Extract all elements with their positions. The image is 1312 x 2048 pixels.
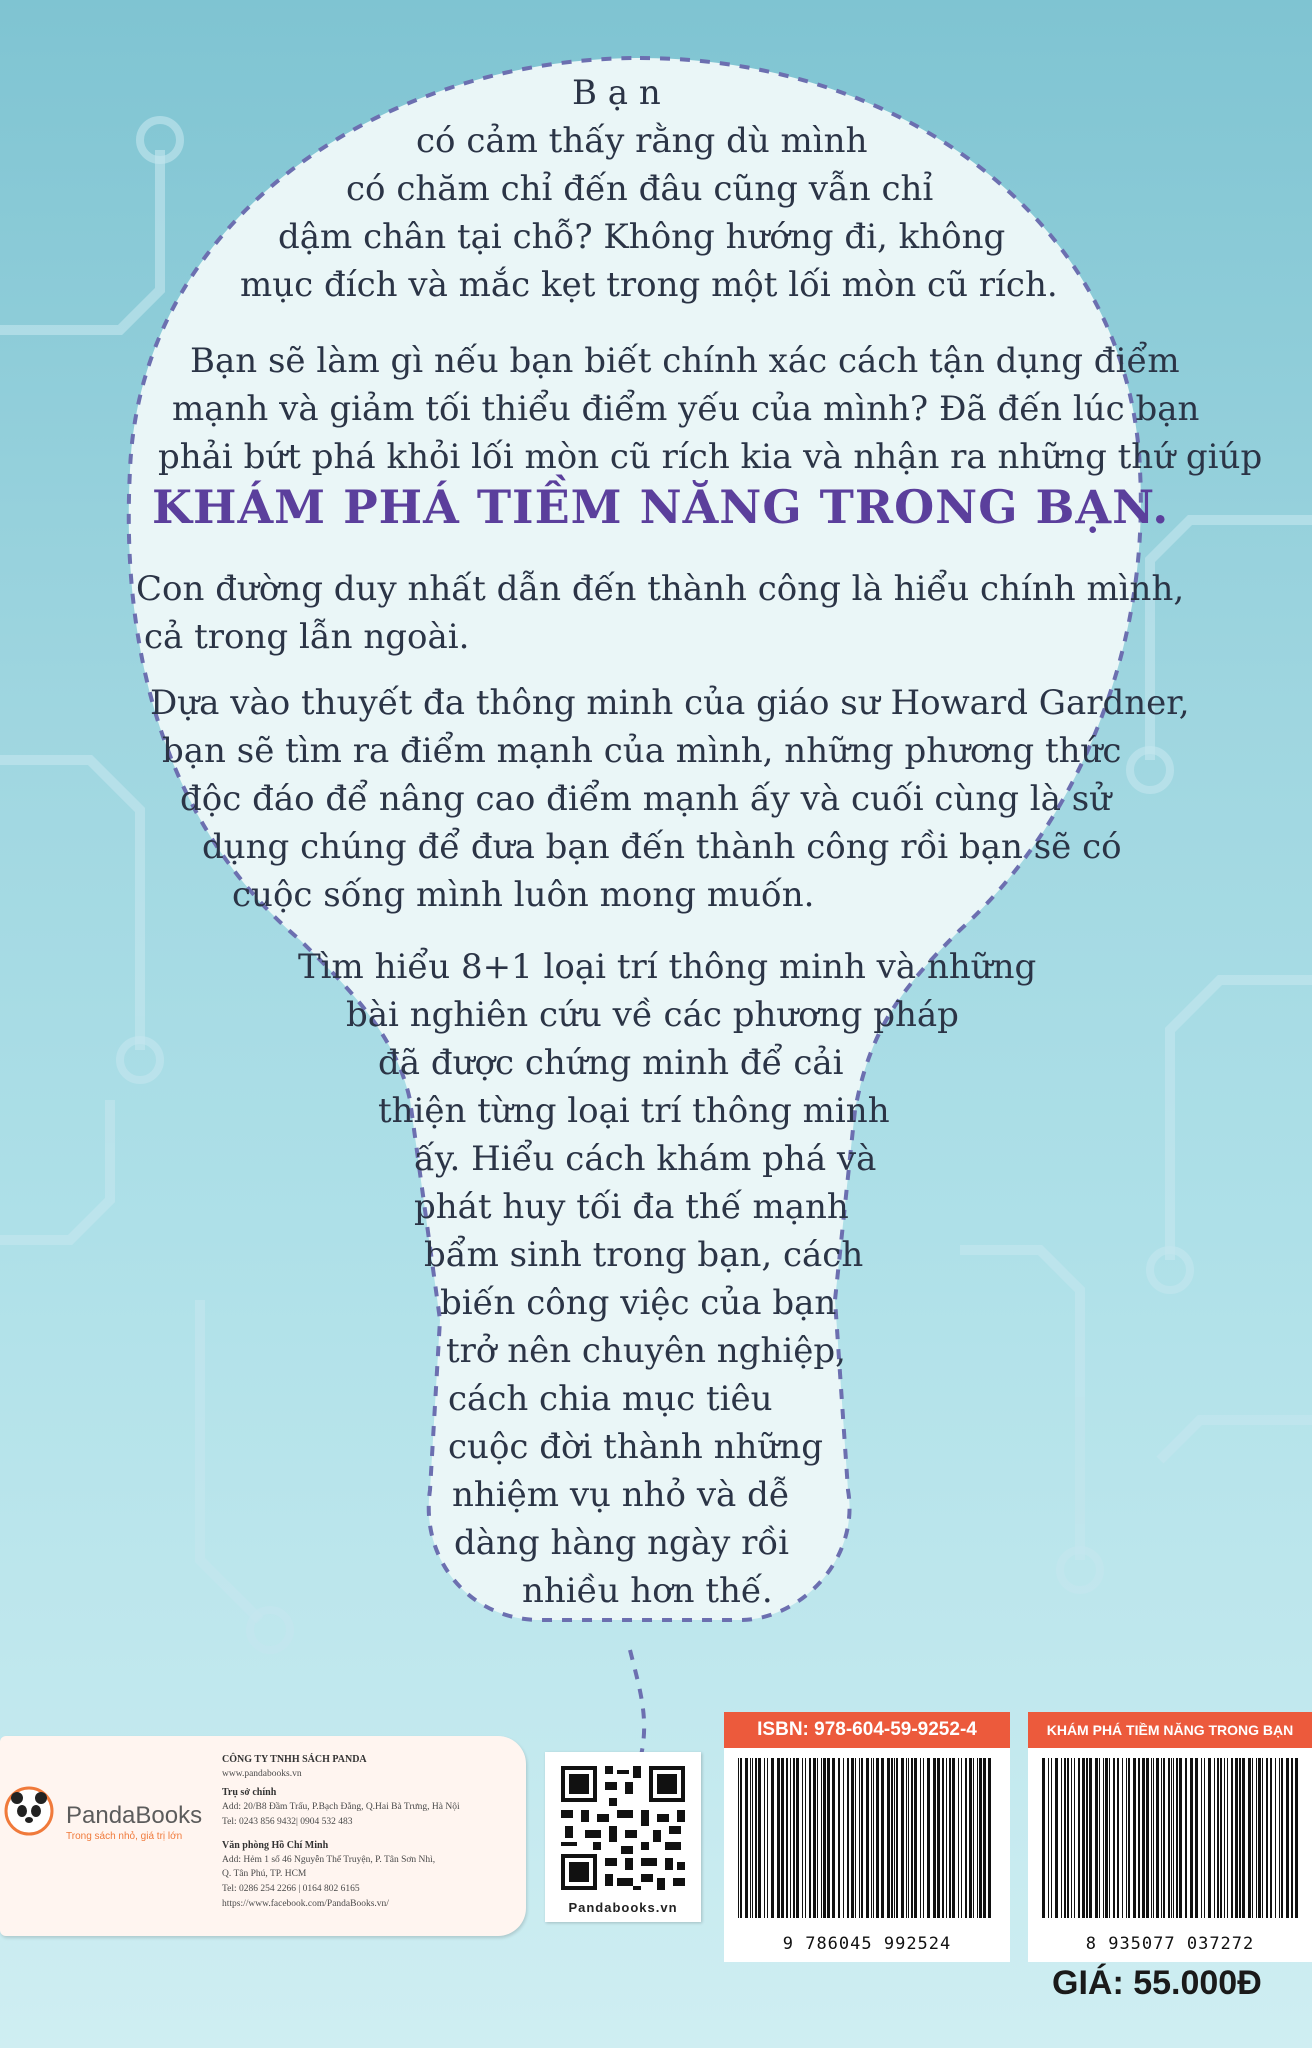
barcode-bar	[914, 1758, 917, 1918]
barcode-bar	[817, 1758, 818, 1918]
blurb-p5-line8: biến công việc của bạn	[440, 1283, 837, 1323]
barcode-bar	[1074, 1758, 1075, 1918]
hcm-address-1: Add: Hẻm 1 số 46 Nguyễn Thế Truyện, P. Tân Sơn Nhì,	[222, 1855, 436, 1865]
blurb-p1-line5: mục đích và mắc kẹt trong một lối mòn cũ rích.	[240, 265, 1058, 305]
barcode-bar	[847, 1758, 849, 1918]
barcode-bar	[871, 1758, 872, 1918]
barcode-bar	[1214, 1758, 1215, 1918]
blurb-p3-line1: Con đường duy nhất dẫn đến thành công là hiểu chính mình,	[136, 569, 1185, 609]
barcode-bar	[745, 1758, 748, 1918]
blurb-p5-line9: trở nên chuyên nghiệp,	[446, 1331, 846, 1371]
barcode-bar	[1256, 1758, 1257, 1918]
barcode-bar	[1048, 1758, 1049, 1918]
blurb-p3-line2: cả trong lẫn ngoài.	[144, 617, 470, 657]
barcode-bar	[923, 1758, 924, 1918]
hcm-address-2: Q. Tân Phú, TP. HCM	[222, 1869, 307, 1879]
barcode-bar	[1113, 1758, 1115, 1918]
barcode-bar	[1291, 1758, 1293, 1918]
barcode-bar	[1067, 1758, 1069, 1918]
barcode-bar	[876, 1758, 879, 1918]
blurb-p5-line10: cách chia mục tiêu	[448, 1379, 773, 1419]
barcode-bar	[764, 1758, 765, 1918]
barcode-bar	[1078, 1758, 1080, 1918]
barcode-bar	[1089, 1758, 1092, 1918]
barcode-bar	[1082, 1758, 1085, 1918]
blurb-p4-line4: dụng chúng để đưa bạn đến thành công rồi bạn sẽ có	[202, 827, 1122, 867]
blurb-p2-line1: Bạn sẽ làm gì nếu bạn biết chính xác cách tận dụng điểm	[190, 341, 1180, 381]
blurb-p1-line3: có chăm chỉ đến đâu cũng vẫn chỉ	[346, 169, 934, 209]
barcode-bar	[851, 1758, 854, 1918]
blurb-p5-line7: bẩm sinh trong bạn, cách	[424, 1235, 864, 1275]
blurb-p5-line13: dàng hàng ngày rồi	[454, 1523, 790, 1563]
barcode-bar	[805, 1758, 806, 1918]
barcode-bar	[1295, 1758, 1298, 1918]
blurb-p5-line6: phát huy tối đa thế mạnh	[414, 1187, 849, 1227]
blurb-p4-line5: cuộc sống mình luôn mong muốn.	[232, 875, 815, 915]
barcode-bar	[1146, 1758, 1149, 1918]
barcode-bar	[827, 1758, 830, 1918]
barcode-bar	[1239, 1758, 1241, 1918]
bulb-neck	[630, 1650, 644, 1760]
qr-label: Pandabooks.vn	[568, 1900, 678, 1915]
barcode-bar	[911, 1758, 913, 1918]
panda-logo-icon	[4, 1786, 54, 1836]
blurb-p2-line3: phải bứt phá khỏi lối mòn cũ rích kia và nhận ra những thứ giúp	[158, 437, 1263, 477]
barcode-bar	[979, 1758, 982, 1918]
barcode-bar	[1201, 1758, 1202, 1918]
barcode-bar	[983, 1758, 986, 1918]
blurb-p2-line2: mạnh và giảm tối thiểu điểm yếu của mình? Đã đến lúc bạn	[172, 389, 1200, 429]
hcm-title: Văn phòng Hồ Chí Minh	[222, 1840, 329, 1851]
barcode-bar	[771, 1758, 774, 1918]
blurb-p4-line1: Dựa vào thuyết đa thông minh của giáo sư Howard Gardner,	[150, 683, 1190, 723]
barcode-bar	[1190, 1758, 1193, 1918]
barcode-bar	[1204, 1758, 1205, 1918]
barcode-bar	[738, 1758, 739, 1918]
hq-address: Add: 20/B8 Đầm Trấu, P.Bạch Đằng, Q.Hai Bà Trưng, Hà Nội	[222, 1802, 460, 1812]
brand-tagline: Trong sách nhỏ, giá trị lớn	[66, 1831, 183, 1842]
blurb-p5-line4: thiện từng loại trí thông minh	[378, 1091, 890, 1131]
barcode-bar	[887, 1758, 890, 1918]
barcode-bar	[1208, 1758, 1211, 1918]
barcode-bar	[1217, 1758, 1219, 1918]
barcode-bar	[838, 1758, 840, 1918]
barcode-bar	[1235, 1758, 1238, 1918]
barcode-bar	[750, 1758, 751, 1918]
barcode-bar	[752, 1758, 753, 1918]
barcode-bar	[1095, 1758, 1098, 1918]
barcode-bar	[1231, 1758, 1233, 1918]
barcode-bar	[809, 1758, 811, 1918]
barcode-bar	[1042, 1758, 1045, 1918]
hq-tel: Tel: 0243 856 9432| 0904 532 483	[222, 1817, 353, 1827]
barcode-bar	[908, 1758, 909, 1918]
book-barcode-header: KHÁM PHÁ TIỀM NĂNG TRONG BẠN	[1028, 1712, 1312, 1748]
blurb-p5-line1: Tìm hiểu 8+1 loại trí thông minh và những	[298, 947, 1037, 987]
facebook-link[interactable]: https://www.facebook.com/PandaBooks.vn/	[222, 1899, 389, 1909]
headline-title: KHÁM PHÁ TIỀM NĂNG TRONG BẠN.	[152, 480, 1170, 534]
barcode-bar	[758, 1758, 761, 1918]
blurb-p1-line1: B ạ n	[572, 73, 661, 113]
barcode-bar	[1171, 1758, 1172, 1918]
barcode-bar	[786, 1758, 788, 1918]
barcode-bar	[790, 1758, 791, 1918]
barcode-bar	[1156, 1758, 1159, 1918]
book-barcode	[1028, 1712, 1312, 1962]
barcode-bar	[906, 1758, 907, 1918]
barcode-bar	[1185, 1758, 1187, 1918]
isbn-digits: 9 786045 992524	[782, 1934, 952, 1954]
barcode-bar	[1122, 1758, 1123, 1918]
barcode-bar	[796, 1758, 799, 1918]
barcode-bar	[1242, 1758, 1245, 1918]
barcode-bar	[1055, 1758, 1058, 1918]
qr-code-icon	[557, 1762, 689, 1894]
barcode-bar	[958, 1758, 959, 1918]
barcode-bar	[1163, 1758, 1165, 1918]
brand-name: PandaBooks	[66, 1802, 203, 1829]
barcode-bar	[891, 1758, 893, 1918]
barcode-bar	[777, 1758, 780, 1918]
barcode-bar	[767, 1758, 768, 1918]
barcode-bar	[1086, 1758, 1088, 1918]
barcode-bar	[1168, 1758, 1170, 1918]
barcode-bar	[1262, 1758, 1263, 1918]
hq-title: Trụ sở chính	[222, 1787, 277, 1798]
barcode-bar	[1071, 1758, 1072, 1918]
barcode-bar	[843, 1758, 844, 1918]
barcode-bar	[821, 1758, 822, 1918]
barcode-bar	[881, 1758, 884, 1918]
blurb-p5-line12: nhiệm vụ nhỏ và dễ	[452, 1475, 790, 1515]
blurb-p1-line4: dậm chân tại chỗ? Không hướng đi, không	[278, 217, 1006, 257]
barcode-bar	[1275, 1758, 1276, 1918]
isbn-barcode-bars	[734, 1758, 1000, 1918]
barcode-bar	[1176, 1758, 1178, 1918]
barcode-bar	[894, 1758, 895, 1918]
blurb-p4-line3: độc đáo để nâng cao điểm mạnh ấy và cuối cùng là sử	[180, 779, 1112, 819]
blurb-p5-line11: cuộc đời thành những	[448, 1427, 823, 1467]
barcode-bar	[1270, 1758, 1272, 1918]
barcode-bar	[961, 1758, 962, 1918]
barcode-bar	[1099, 1758, 1100, 1918]
price-label: GIÁ: 55.000Đ	[1052, 1964, 1262, 2002]
barcode-bar	[1161, 1758, 1162, 1918]
barcode-bar	[793, 1758, 795, 1918]
barcode-bar	[1179, 1758, 1182, 1918]
barcode-bar	[946, 1758, 947, 1918]
isbn-header: ISBN: 978-604-59-9252-4	[724, 1712, 1010, 1748]
barcode-bar	[1248, 1758, 1251, 1918]
barcode-bar	[1258, 1758, 1261, 1918]
barcode-bar	[1064, 1758, 1066, 1918]
barcode-bar	[1224, 1758, 1225, 1918]
hcm-tel: Tel: 0286 254 2266 | 0164 802 6165	[222, 1884, 360, 1894]
barcode-bar	[855, 1758, 856, 1918]
barcode-bar	[873, 1758, 874, 1918]
barcode-bar	[896, 1758, 898, 1918]
barcode-bar	[977, 1758, 978, 1918]
barcode-bar	[1153, 1758, 1154, 1918]
barcode-bar	[1105, 1758, 1108, 1918]
isbn-barcode	[724, 1712, 1010, 1962]
blurb-p5-line3: đã được chứng minh để cải	[378, 1043, 844, 1083]
barcode-bar	[965, 1758, 967, 1918]
barcode-bar	[942, 1758, 944, 1918]
barcode-bar	[1220, 1758, 1222, 1918]
blurb-p5-line5: ấy. Hiểu cách khám phá và	[414, 1139, 877, 1179]
barcode-bar	[1061, 1758, 1062, 1918]
barcode-bar	[866, 1758, 869, 1918]
barcode-bar	[1281, 1758, 1283, 1918]
barcode-bar	[1195, 1758, 1198, 1918]
barcode-bar	[832, 1758, 835, 1918]
barcode-bar	[781, 1758, 784, 1918]
barcode-bar	[1227, 1758, 1228, 1918]
barcode-bar	[1128, 1758, 1130, 1918]
barcode-bar	[1173, 1758, 1174, 1918]
barcode-bar	[920, 1758, 921, 1918]
barcode-bar	[969, 1758, 972, 1918]
qr-code-card[interactable]	[545, 1752, 701, 1922]
barcode-bar	[937, 1758, 940, 1918]
barcode-bar	[1051, 1758, 1052, 1918]
blurb-p4-line2: bạn sẽ tìm ra điểm mạnh của mình, những phương thức	[162, 731, 1122, 771]
barcode-bar	[1286, 1758, 1289, 1918]
barcode-bar	[1103, 1758, 1104, 1918]
barcode-bar	[1109, 1758, 1110, 1918]
publisher-card	[0, 1736, 526, 1936]
barcode-bar	[813, 1758, 816, 1918]
barcode-bar	[952, 1758, 955, 1918]
barcode-bar	[802, 1758, 803, 1918]
book-barcode-bars	[1038, 1758, 1302, 1918]
book-barcode-digits: 8 935077 037272	[1085, 1934, 1255, 1954]
company-name: CÔNG TY TNHH SÁCH PANDA	[222, 1754, 367, 1765]
barcode-bar	[1133, 1758, 1136, 1918]
barcode-bar	[1142, 1758, 1145, 1918]
blurb-p1-line2: có cảm thấy rằng dù mình	[416, 121, 868, 161]
barcode-bar	[1279, 1758, 1280, 1918]
barcode-bar	[933, 1758, 936, 1918]
barcode-bar	[755, 1758, 757, 1918]
blurb-p5-line2: bài nghiên cứu về các phương pháp	[346, 995, 959, 1035]
barcode-bar	[973, 1758, 974, 1918]
barcode-bar	[1117, 1758, 1119, 1918]
barcode-bar	[1151, 1758, 1152, 1918]
barcode-bar	[823, 1758, 826, 1918]
barcode-bar	[1126, 1758, 1127, 1918]
barcode-bar	[1138, 1758, 1140, 1918]
barcode-bar	[1252, 1758, 1253, 1918]
barcode-bar	[861, 1758, 863, 1918]
barcode-bar	[1266, 1758, 1268, 1918]
barcode-bar	[949, 1758, 951, 1918]
blurb-p5-line14: nhiều hơn thế.	[522, 1571, 773, 1611]
barcode-bar	[988, 1758, 991, 1918]
barcode-bar	[859, 1758, 860, 1918]
barcode-bar	[927, 1758, 930, 1918]
barcode-bar	[740, 1758, 742, 1918]
company-website: www.pandabooks.vn	[222, 1769, 302, 1779]
barcode-bar	[901, 1758, 904, 1918]
